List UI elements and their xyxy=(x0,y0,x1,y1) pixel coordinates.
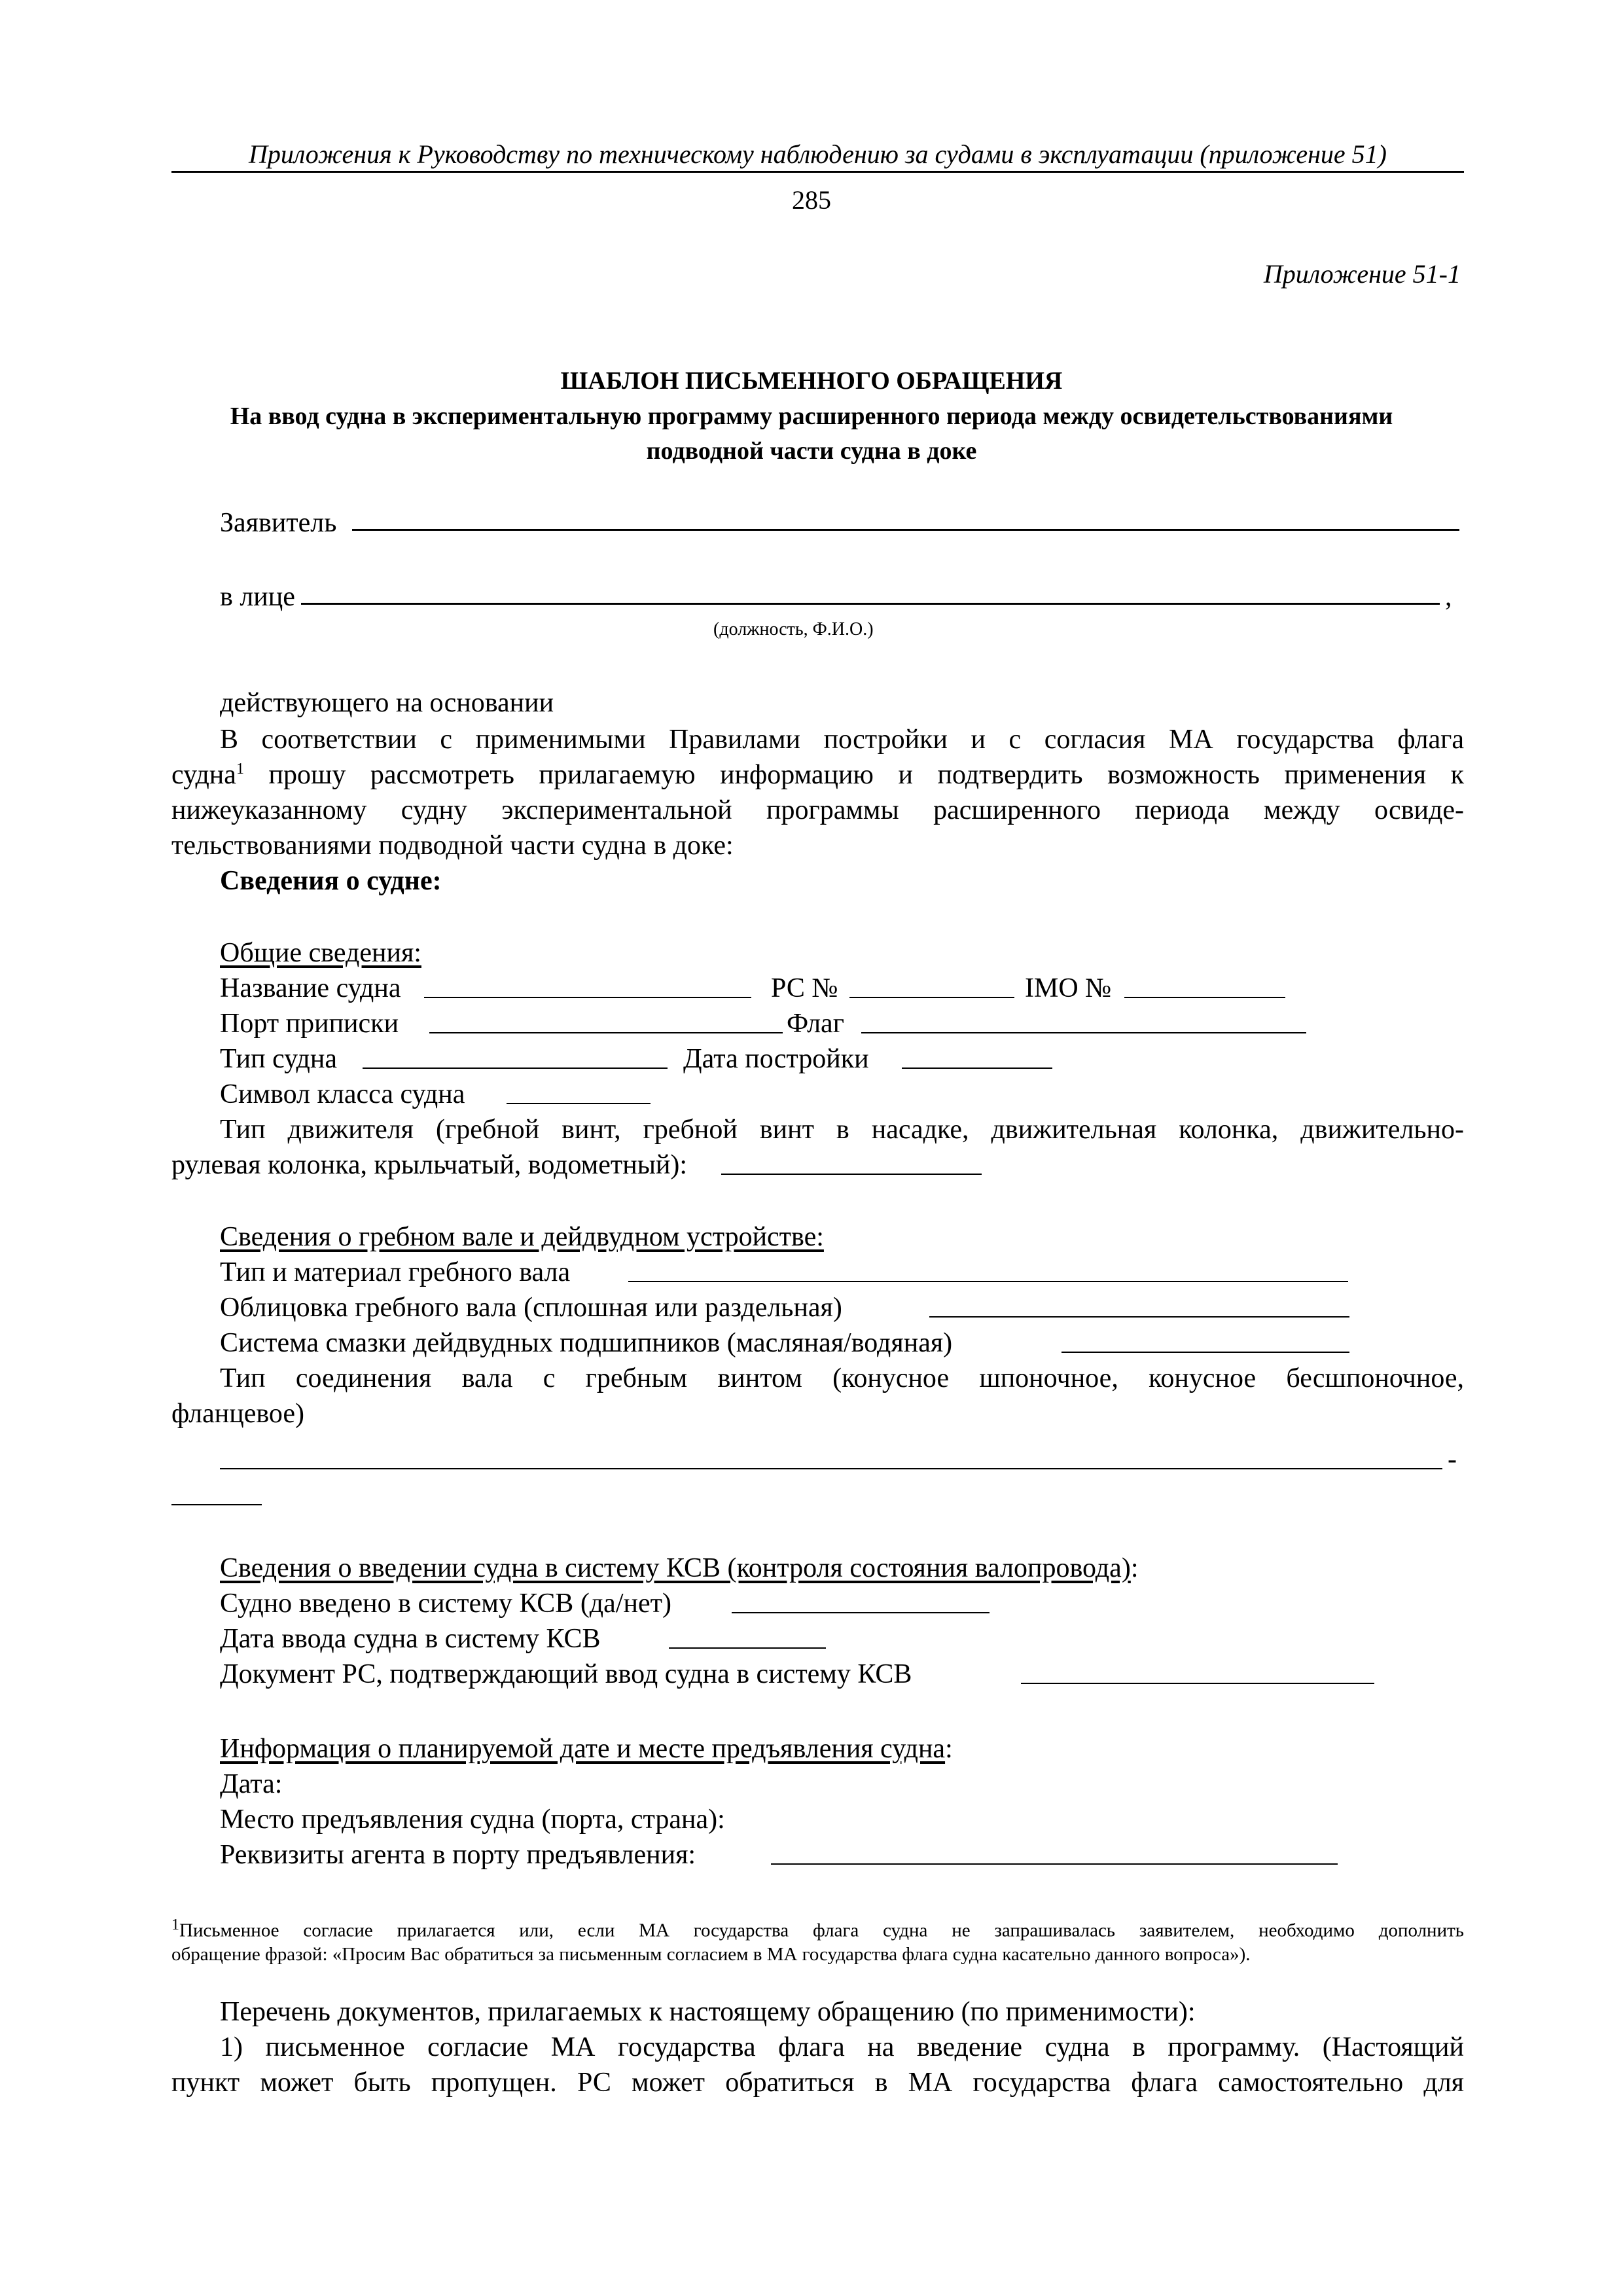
intro-line-3: нижеуказанному судну экспериментальной программы расширенного периода между освиде- xyxy=(171,795,1464,825)
connection-field-line-1[interactable] xyxy=(220,1468,1442,1469)
intro-line-2 xyxy=(171,759,1464,791)
documents-item1-line2: пункт может быть пропущен. РС может обратиться в МА государства флага самостоятельно для xyxy=(171,2068,1464,2098)
acting-basis: действующего на основании xyxy=(220,688,554,718)
represented-label: в лице xyxy=(220,582,295,612)
intro-line-4: тельствованиями подводной части судна в доке: xyxy=(171,831,734,861)
footnote-reference: 1 xyxy=(236,761,244,778)
vessel-info-heading: Сведения о судне: xyxy=(220,866,442,896)
rs-number-field[interactable] xyxy=(849,997,1014,998)
build-date-field[interactable] xyxy=(902,1067,1052,1069)
ksv-date-label: Дата ввода судна в систему КСВ xyxy=(220,1624,601,1654)
ksv-heading-colon: : xyxy=(1130,1553,1139,1583)
ksv-heading-wrap xyxy=(220,1552,1138,1584)
presentation-date-label: Дата: xyxy=(220,1769,283,1799)
class-symbol-field[interactable] xyxy=(507,1103,651,1104)
flag-field[interactable] xyxy=(861,1032,1306,1033)
imo-number-field[interactable] xyxy=(1124,997,1285,998)
ksv-introduced-field[interactable] xyxy=(732,1612,990,1613)
general-heading: Общие сведения: xyxy=(220,938,421,968)
liner-label: Облицовка гребного вала (сплошная или раздельная) xyxy=(220,1293,842,1323)
rs-number-label: РС № xyxy=(771,973,838,1003)
presentation-heading-wrap xyxy=(220,1733,953,1765)
ksv-date-field[interactable] xyxy=(669,1647,826,1649)
ksv-document-label: Документ РС, подтверждающий ввод судна в систему КСВ xyxy=(220,1659,912,1689)
page-number: 285 xyxy=(792,185,831,215)
shaft-type-label: Тип и материал гребного вала xyxy=(220,1257,571,1287)
connection-field-dash: - xyxy=(1448,1444,1457,1475)
footnote-line-2: обращение фразой: «Просим Вас обратиться за письменным согласием в МА государства флага судна касательно данного вопроса»). xyxy=(171,1944,1251,1965)
shaft-heading: Сведения о гребном вале и дейдвудном устройстве: xyxy=(220,1222,824,1252)
imo-number-label: IMO № xyxy=(1025,973,1112,1003)
lubrication-label: Система смазки дейдвудных подшипников (масляная/водяная) xyxy=(220,1328,953,1358)
ship-name-label: Название судна xyxy=(220,973,401,1003)
document-subtitle-line1: На ввод судна в экспериментальную программу расширенного периода между освидетельствованиями xyxy=(230,403,1393,430)
ksv-heading: Сведения о введении судна в систему КСВ (контроля состояния валопровода) xyxy=(220,1553,1131,1583)
footnote-mark: 1 xyxy=(171,1916,179,1933)
appendix-label: Приложение 51-1 xyxy=(1263,259,1461,289)
footnote-line-1 xyxy=(171,1916,1464,1942)
ship-type-field[interactable] xyxy=(363,1067,668,1069)
connection-line-2: фланцевое) xyxy=(171,1399,305,1429)
flag-label: Флаг xyxy=(787,1009,844,1039)
intro-line-2a: судна xyxy=(171,760,236,790)
applicant-label: Заявитель xyxy=(220,508,337,538)
represented-hint: (должность, Ф.И.О.) xyxy=(713,619,874,639)
documents-item1-line1: 1) письменное согласие МА государства флага на введение судна в программу. (Настоящий xyxy=(220,2032,1464,2062)
ship-type-label: Тип судна xyxy=(220,1044,337,1074)
applicant-field-line[interactable] xyxy=(352,529,1459,531)
document-subtitle-line2: подводной части судна в доке xyxy=(646,437,977,465)
shaft-type-field[interactable] xyxy=(628,1281,1348,1282)
liner-field[interactable] xyxy=(929,1316,1349,1318)
connection-field-line-2[interactable] xyxy=(171,1504,262,1505)
class-symbol-label: Символ класса судна xyxy=(220,1079,465,1109)
propulsor-field[interactable] xyxy=(721,1174,982,1175)
propulsor-line-1: Тип движителя (гребной винт, гребной винт в насадке, движительная колонка, движительно- xyxy=(220,1115,1464,1145)
represented-field-line[interactable] xyxy=(301,603,1440,605)
agent-field[interactable] xyxy=(771,1863,1338,1865)
documents-intro: Перечень документов, прилагаемых к настоящему обращению (по применимости): xyxy=(220,1997,1196,2027)
represented-comma: , xyxy=(1445,582,1452,612)
ksv-introduced-label: Судно введено в систему КСВ (да/нет) xyxy=(220,1588,671,1619)
build-date-label: Дата постройки xyxy=(683,1044,869,1074)
document-title: ШАБЛОН ПИСЬМЕННОГО ОБРАЩЕНИЯ xyxy=(560,367,1063,395)
ship-name-field[interactable] xyxy=(424,997,751,998)
agent-label: Реквизиты агента в порту предъявления: xyxy=(220,1840,696,1870)
intro-line-2b: прошу рассмотреть прилагаемую информацию и подтвердить возможность применения к xyxy=(243,760,1464,790)
ksv-document-field[interactable] xyxy=(1021,1683,1374,1684)
propulsor-line-2: рулевая колонка, крыльчатый, водометный): xyxy=(171,1150,688,1180)
running-header: Приложения к Руководству по техническому наблюдению за судами в эксплуатации (приложение 51) xyxy=(171,139,1464,173)
port-label: Порт приписки xyxy=(220,1009,399,1039)
intro-line-1: В соответствии с применимыми Правилами постройки и с согласия МА государства флага xyxy=(220,725,1464,755)
presentation-heading: Информация о планируемой дате и месте предъявления судна xyxy=(220,1734,946,1764)
connection-line-1: Тип соединения вала с гребным винтом (конусное шпоночное, конусное бесшпоночное, xyxy=(220,1363,1464,1393)
presentation-place-label: Место предъявления судна (порта, страна): xyxy=(220,1804,725,1835)
lubrication-field[interactable] xyxy=(1061,1352,1349,1353)
port-field[interactable] xyxy=(429,1032,783,1033)
presentation-heading-colon: : xyxy=(945,1734,953,1764)
footnote-text-1: Письменное согласие прилагается или, если МА государства флага судна не запрашивалась заявителем, необходимо дополнить xyxy=(179,1920,1464,1941)
